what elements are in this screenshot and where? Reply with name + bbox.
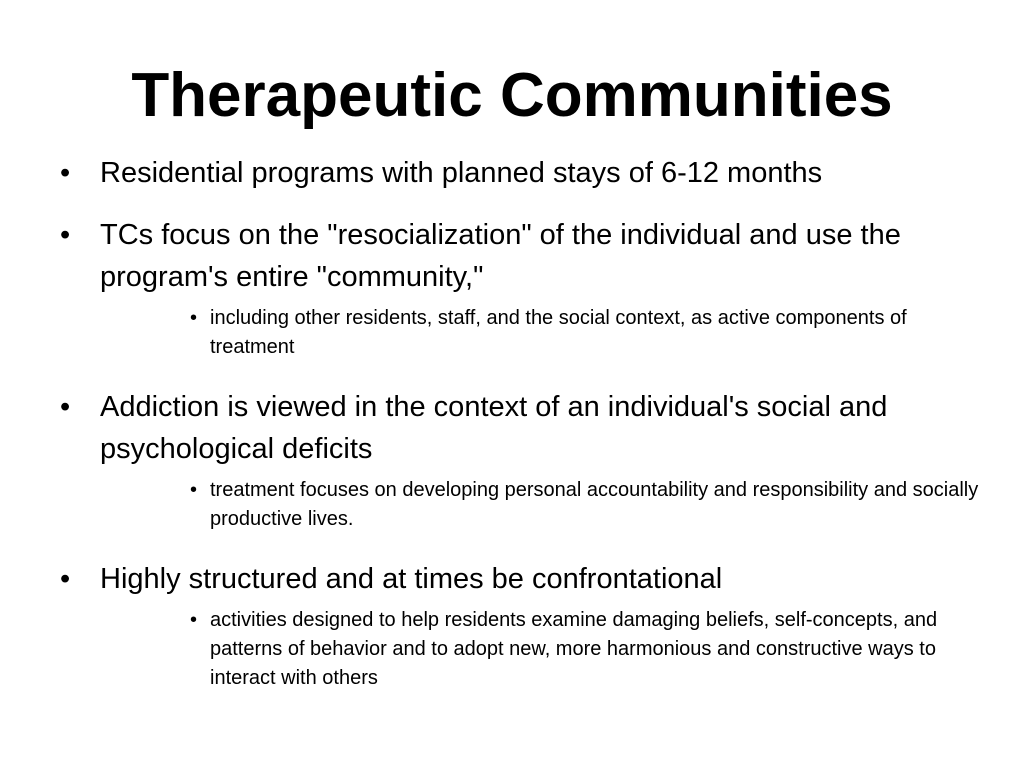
bullet-item-3 — [60, 386, 980, 534]
sub-bullet-glyph: • — [190, 479, 198, 501]
sub-bullet-glyph: • — [190, 307, 198, 329]
bullet-item-4 — [60, 558, 980, 693]
bullet-text: TCs focus on the "resocialization" of the individual and use the program's entire "community," — [100, 219, 901, 293]
sub-bullet-item — [190, 476, 980, 534]
bullet-text: Highly structured and at times be confrontational — [100, 563, 723, 595]
sub-bullet-glyph: • — [190, 609, 198, 631]
bullet-glyph: • — [60, 563, 71, 595]
sub-bullet-item — [190, 304, 980, 362]
bullet-text: Residential programs with planned stays of 6-12 months — [100, 157, 823, 189]
bullet-list — [60, 152, 980, 717]
bullet-item-2 — [60, 214, 980, 362]
sub-bullet-text: including other residents, staff, and the social context, as active components of treatment — [210, 307, 907, 358]
bullet-text: Addiction is viewed in the context of an individual's social and psychological deficits — [100, 391, 888, 465]
sub-bullet-text: activities designed to help residents examine damaging beliefs, self-concepts, and patterns of behavior and to adopt new, more harmonious and constructive ways to interact with others — [210, 609, 938, 689]
bullet-glyph: • — [60, 219, 71, 251]
bullet-glyph: • — [60, 391, 71, 423]
slide-title: Therapeutic Communities — [131, 61, 893, 130]
sub-bullet-text: treatment focuses on developing personal accountability and responsibility and socially productive lives. — [210, 479, 979, 530]
sub-bullet-item — [190, 606, 980, 693]
bullet-glyph: • — [60, 157, 71, 189]
bullet-item-1 — [60, 152, 980, 194]
